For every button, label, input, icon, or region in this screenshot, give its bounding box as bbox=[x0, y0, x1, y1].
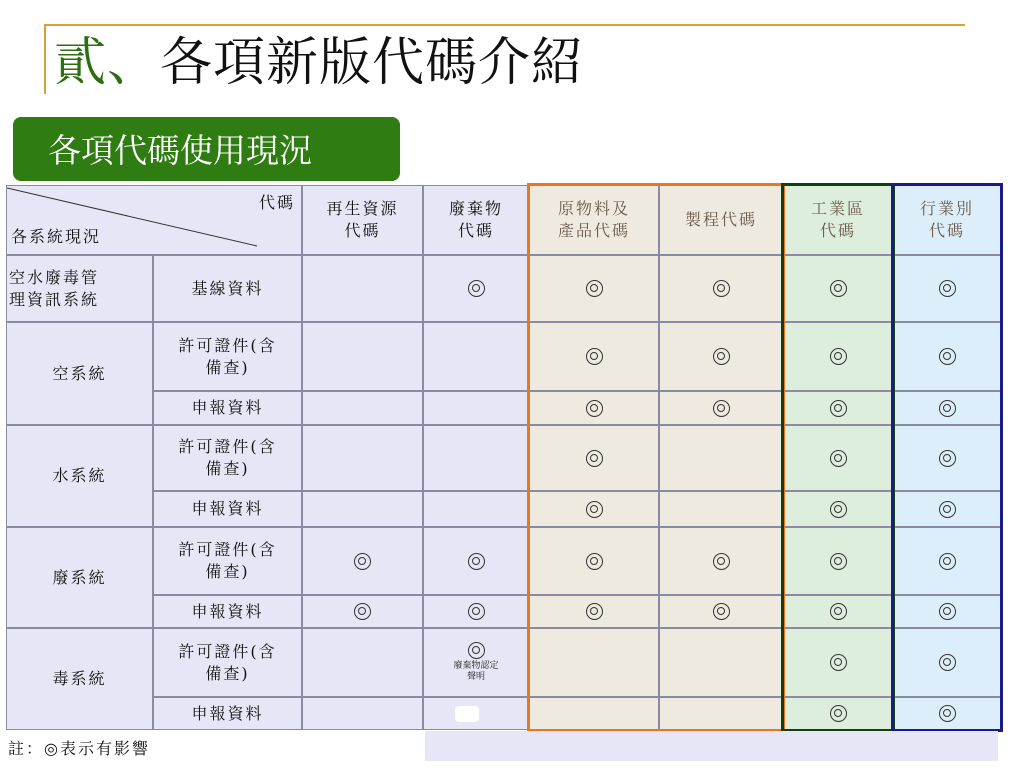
impact-mark-icon bbox=[586, 450, 603, 467]
row-item-cell bbox=[153, 527, 302, 595]
impact-mark-icon bbox=[830, 400, 847, 417]
row-item-cell bbox=[153, 491, 302, 527]
corner-label-systems: 各系統現況 bbox=[11, 227, 102, 246]
column-header bbox=[529, 185, 659, 255]
row-item-label: 許可證件(含 bbox=[178, 437, 277, 456]
mark-cell bbox=[659, 697, 783, 730]
mark-cell bbox=[893, 425, 1001, 491]
mark-cell bbox=[659, 491, 783, 527]
mark-cell bbox=[783, 595, 893, 628]
impact-mark-icon bbox=[939, 400, 956, 417]
impact-mark-icon bbox=[586, 603, 603, 620]
mark-cell bbox=[423, 527, 529, 595]
column-header-label: 代碼 bbox=[819, 221, 856, 240]
row-item-label: 申報資料 bbox=[191, 703, 264, 723]
mark-cell bbox=[423, 255, 529, 322]
title-accent-bar bbox=[44, 24, 46, 94]
title-text: 各項新版代碼介紹 bbox=[160, 33, 585, 93]
column-header-label: 代碼 bbox=[344, 221, 381, 240]
column-header-label: 產品代碼 bbox=[557, 221, 630, 240]
mark-cell bbox=[659, 255, 783, 322]
white-blot bbox=[455, 706, 479, 722]
mark-note bbox=[453, 661, 498, 683]
impact-mark-icon bbox=[830, 603, 847, 620]
slide-title bbox=[54, 30, 584, 96]
mark-cell bbox=[893, 595, 1001, 628]
mark-cell bbox=[423, 595, 529, 628]
row-item-label: 申報資料 bbox=[191, 499, 264, 518]
row-item-cell bbox=[153, 322, 302, 391]
mark-cell bbox=[529, 527, 659, 595]
mark-cell bbox=[893, 697, 1001, 730]
impact-mark-icon bbox=[586, 348, 603, 365]
row-item-label: 許可證件(含 bbox=[178, 335, 277, 355]
impact-mark-icon bbox=[586, 400, 603, 417]
column-header-label: 廢棄物 bbox=[448, 199, 503, 218]
row-item-label: 基線資料 bbox=[191, 278, 264, 298]
column-header-label: 工業區 bbox=[810, 199, 865, 218]
mark-cell bbox=[302, 255, 423, 322]
impact-mark-icon bbox=[713, 348, 730, 365]
column-header bbox=[302, 185, 423, 255]
impact-mark-icon bbox=[468, 642, 485, 659]
impact-mark-icon bbox=[354, 553, 371, 570]
row-item-cell bbox=[153, 628, 302, 697]
corner-header-cell bbox=[6, 185, 302, 255]
impact-mark-icon bbox=[939, 450, 956, 467]
impact-mark-icon bbox=[830, 348, 847, 365]
impact-mark-icon bbox=[939, 654, 956, 671]
mark-cell bbox=[302, 322, 423, 391]
impact-mark-icon bbox=[939, 603, 956, 620]
mark-cell bbox=[893, 391, 1001, 425]
row-item-label: 許可證件(含 bbox=[178, 540, 277, 559]
impact-mark-icon bbox=[939, 553, 956, 570]
column-header-label: 代碼 bbox=[457, 221, 494, 240]
mark-cell bbox=[659, 391, 783, 425]
mark-cell bbox=[659, 322, 783, 391]
mark-cell bbox=[302, 391, 423, 425]
mark-cell bbox=[783, 425, 893, 491]
mark-cell bbox=[529, 697, 659, 730]
impact-mark-icon bbox=[468, 553, 485, 570]
column-header bbox=[659, 185, 783, 255]
row-item-cell bbox=[153, 595, 302, 628]
column-header bbox=[893, 185, 1001, 255]
system-label-cell bbox=[6, 322, 153, 425]
mark-cell bbox=[302, 527, 423, 595]
mark-cell bbox=[529, 425, 659, 491]
note-band bbox=[425, 731, 998, 761]
impact-mark-icon bbox=[586, 553, 603, 570]
mark-cell bbox=[659, 595, 783, 628]
impact-mark-icon bbox=[586, 280, 603, 297]
corner-label-codes: 代碼 bbox=[258, 193, 295, 212]
mark-cell bbox=[783, 491, 893, 527]
row-item-label: 備查) bbox=[205, 357, 250, 377]
mark-cell bbox=[893, 628, 1001, 697]
column-header-label: 製程代碼 bbox=[684, 210, 757, 229]
mark-cell bbox=[423, 322, 529, 391]
system-label: 廢系統 bbox=[52, 567, 107, 587]
system-label: 空系統 bbox=[52, 363, 107, 383]
title-number: 貳、 bbox=[54, 33, 161, 93]
impact-mark-icon bbox=[939, 280, 956, 297]
system-label: 理資訊系統 bbox=[9, 289, 100, 309]
impact-mark-icon bbox=[468, 280, 485, 297]
system-label: 空水廢毒管 bbox=[9, 267, 100, 287]
impact-mark-icon bbox=[939, 501, 956, 518]
row-item-cell bbox=[153, 425, 302, 491]
row-item-label: 備查) bbox=[205, 459, 250, 478]
mark-cell bbox=[423, 628, 529, 697]
row-item-cell bbox=[153, 697, 302, 730]
impact-mark-icon bbox=[830, 705, 847, 722]
subtitle-text: 各項代碼使用現況 bbox=[48, 131, 312, 170]
system-label: 水系統 bbox=[52, 466, 107, 485]
mark-cell bbox=[302, 628, 423, 697]
mark-cell bbox=[529, 322, 659, 391]
column-header-label: 行業別 bbox=[919, 199, 974, 218]
column-header bbox=[423, 185, 529, 255]
impact-mark-icon bbox=[830, 280, 847, 297]
impact-mark-icon bbox=[713, 400, 730, 417]
row-item-label: 備查) bbox=[205, 663, 250, 683]
row-item-label: 申報資料 bbox=[191, 398, 264, 417]
system-label: 毒系統 bbox=[52, 669, 107, 688]
mark-cell bbox=[893, 322, 1001, 391]
mark-cell bbox=[783, 697, 893, 730]
impact-mark-icon bbox=[939, 705, 956, 722]
mark-cell bbox=[423, 391, 529, 425]
row-item-label: 申報資料 bbox=[191, 601, 264, 621]
row-item-label: 許可證件(含 bbox=[178, 641, 277, 661]
mark-cell bbox=[529, 255, 659, 322]
mark-cell bbox=[529, 391, 659, 425]
impact-mark-icon bbox=[586, 501, 603, 518]
impact-mark-icon bbox=[713, 280, 730, 297]
impact-mark-icon bbox=[713, 553, 730, 570]
system-label-cell bbox=[6, 255, 153, 322]
mark-cell bbox=[302, 491, 423, 527]
impact-mark-icon bbox=[830, 501, 847, 518]
column-header-label: 原物料及 bbox=[557, 199, 630, 218]
impact-mark-icon bbox=[468, 603, 485, 620]
mark-cell bbox=[893, 255, 1001, 322]
mark-cell bbox=[783, 628, 893, 697]
footnote: 註：◎表示有影響 bbox=[8, 739, 150, 758]
mark-cell bbox=[893, 491, 1001, 527]
column-header-label: 再生資源 bbox=[326, 199, 399, 218]
mark-cell bbox=[302, 697, 423, 730]
column-header-label: 代碼 bbox=[928, 221, 965, 240]
mark-cell bbox=[659, 425, 783, 491]
mark-cell bbox=[783, 527, 893, 595]
row-item-cell bbox=[153, 391, 302, 425]
mark-cell bbox=[302, 595, 423, 628]
system-label-cell bbox=[6, 628, 153, 730]
mark-note-text: 廢棄物認定 bbox=[453, 661, 499, 671]
mark-note-text: 聲明 bbox=[466, 672, 485, 682]
mark-cell bbox=[783, 391, 893, 425]
column-header bbox=[783, 185, 893, 255]
mark-cell bbox=[529, 628, 659, 697]
system-label-cell bbox=[6, 527, 153, 628]
title-rule bbox=[45, 24, 965, 26]
impact-mark-icon bbox=[830, 450, 847, 467]
mark-cell bbox=[659, 527, 783, 595]
row-item-cell bbox=[153, 255, 302, 322]
mark-cell bbox=[529, 595, 659, 628]
impact-mark-icon bbox=[830, 553, 847, 570]
mark-cell bbox=[302, 425, 423, 491]
row-item-label: 備查) bbox=[205, 562, 250, 581]
impact-mark-icon bbox=[354, 603, 371, 620]
mark-cell bbox=[783, 322, 893, 391]
impact-mark-icon bbox=[939, 348, 956, 365]
mark-cell bbox=[783, 255, 893, 322]
impact-mark-icon bbox=[830, 654, 847, 671]
system-label-cell bbox=[6, 425, 153, 527]
impact-mark-icon bbox=[713, 603, 730, 620]
mark-cell bbox=[423, 491, 529, 527]
mark-cell bbox=[893, 527, 1001, 595]
mark-cell bbox=[659, 628, 783, 697]
mark-cell bbox=[423, 425, 529, 491]
mark-cell bbox=[529, 491, 659, 527]
